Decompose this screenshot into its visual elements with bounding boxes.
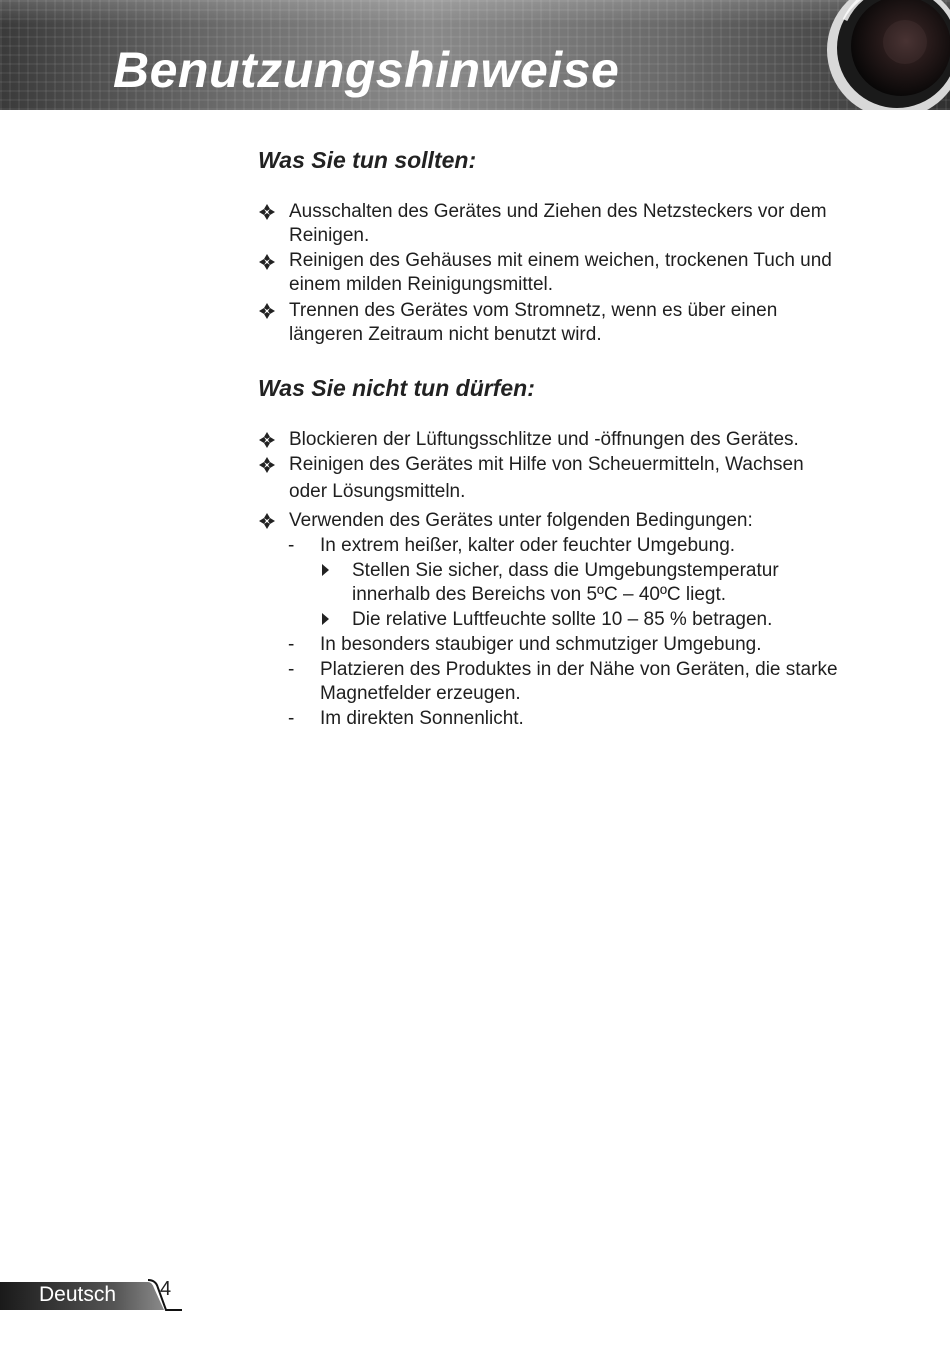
dont-item-1-line-1: Blockieren der Lüftungsschlitze und -öffnungen des Gerätes. (289, 429, 799, 450)
diamond-bullet-icon (258, 456, 276, 474)
diamond-bullet-icon (258, 302, 276, 320)
do-item-2-line-2: einem milden Reinigungsmittel. (289, 274, 554, 295)
condition-dash: - (288, 708, 295, 729)
sub-item-2: Die relative Luftfeuchte sollte 10 – 85 % betragen. (352, 609, 773, 630)
condition-3-line-2: Magnetfelder erzeugen. (320, 683, 521, 704)
do-item-1-line-1: Ausschalten des Gerätes und Ziehen des Netzsteckers vor dem (289, 201, 827, 222)
condition-dash: - (288, 659, 295, 680)
do-item-3-line-2: längeren Zeitraum nicht benutzt wird. (289, 324, 602, 345)
header-banner (0, 0, 950, 110)
condition-dash: - (288, 535, 295, 556)
triangle-bullet-icon (321, 612, 330, 626)
diamond-bullet-icon (258, 203, 276, 221)
do-item-3-line-1: Trennen des Gerätes vom Stromnetz, wenn es über einen (289, 300, 778, 321)
dont-item-2-line-2: oder Lösungsmitteln. (289, 481, 466, 502)
dont-item-3-line-1: Verwenden des Gerätes unter folgenden Bedingungen: (289, 510, 753, 531)
dont-item-2-line-1: Reinigen des Gerätes mit Hilfe von Scheuermitteln, Wachsen (289, 454, 804, 475)
do-item-2-line-1: Reinigen des Gehäuses mit einem weichen, trockenen Tuch und (289, 250, 832, 271)
condition-4: Im direkten Sonnenlicht. (320, 708, 524, 729)
do-item-1-line-2: Reinigen. (289, 225, 370, 246)
sub-item-1-line-1: Stellen Sie sicher, dass die Umgebungstemperatur (352, 560, 779, 581)
triangle-bullet-icon (321, 563, 330, 577)
dont-heading: Was Sie nicht tun dürfen: (258, 375, 535, 401)
page-number: 4 (160, 1278, 172, 1300)
page-title: Benutzungshinweise (113, 42, 620, 98)
diamond-bullet-icon (258, 431, 276, 449)
condition-dash: - (288, 634, 295, 655)
condition-3-line-1: Platzieren des Produktes in der Nähe von Geräten, die starke (320, 659, 838, 680)
do-heading: Was Sie tun sollten: (258, 147, 477, 173)
diamond-bullet-icon (258, 253, 276, 271)
condition-1: In extrem heißer, kalter oder feuchter Umgebung. (320, 535, 736, 556)
sub-item-1-line-2: innerhalb des Bereichs von 5ºC – 40ºC liegt. (352, 584, 727, 605)
banner-highlight (0, 0, 950, 24)
condition-2: In besonders staubiger und schmutziger Umgebung. (320, 634, 762, 655)
projector-lens-icon (825, 0, 950, 110)
diamond-bullet-icon (258, 512, 276, 530)
footer-language: Deutsch (39, 1283, 117, 1306)
